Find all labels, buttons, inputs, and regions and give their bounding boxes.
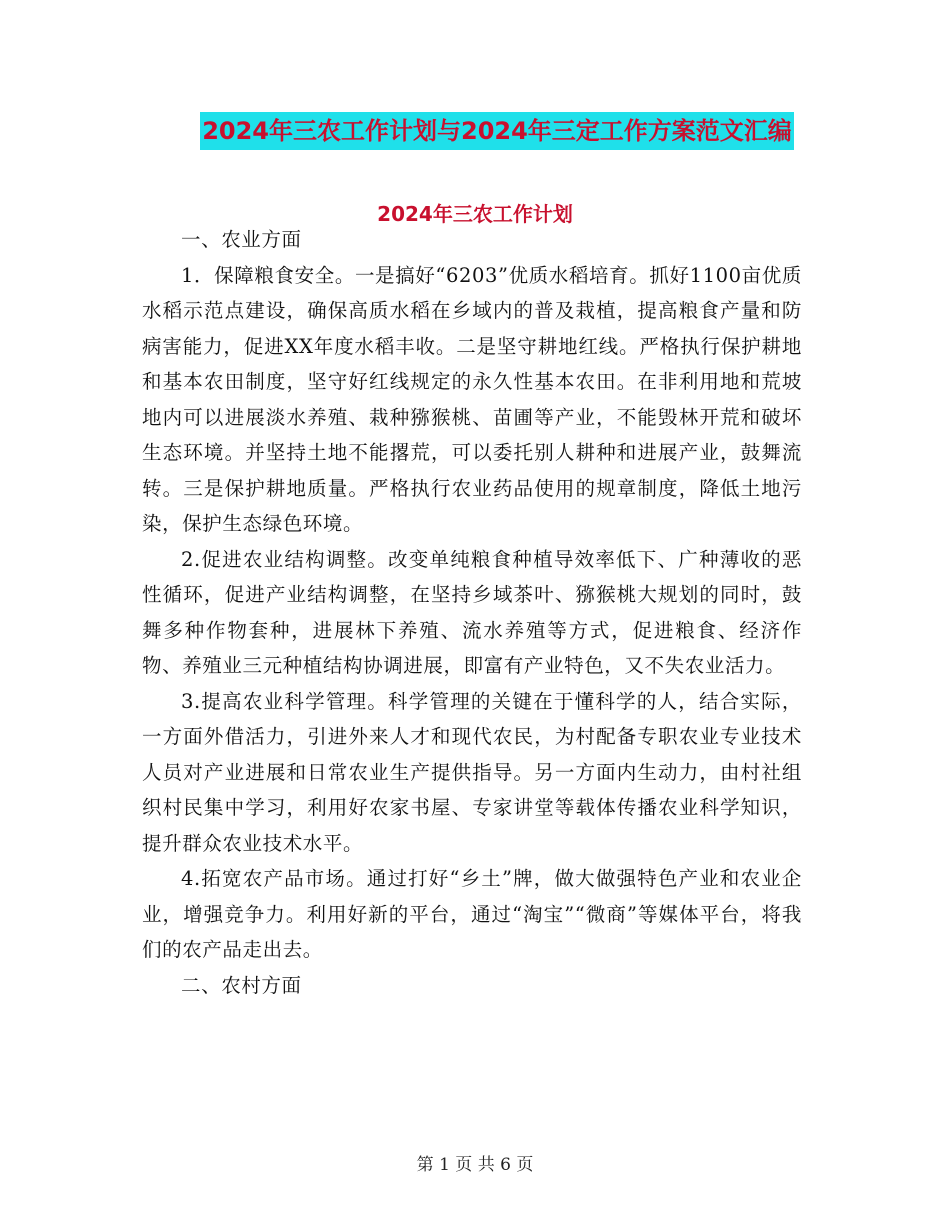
paragraph: 1．保障粮食安全。一是搞好“6203”优质水稻培育。抓好1100亩优质水稻示范点建设，确保高质水稻在乡域内的普及栽植，提高粮食产量和防病害能力，促进XX年度水稻丰收。二是坚守耕地红线。严格执行保护耕地和基本农田制度，坚守好红线规定的永久性基本农田。在非利用地和荒坡地内可以进展淡水养殖、栽种猕猴桃、苗圃等产业，不能毁林开荒和破坏生态环境。并坚持土地不能撂荒，可以委托别人耕种和进展产业，鼓舞流转。三是保护耕地质量。严格执行农业药品使用的规章制度，降低土地污染，保护生态绿色环境。 bbox=[142, 263, 802, 535]
document-body bbox=[142, 222, 802, 1003]
paragraph: 2.促进农业结构调整。改变单纯粮食种植导效率低下、广种薄收的恶性循环，促进产业结构调整，在坚持乡域茶叶、猕猴桃大规划的同时，鼓舞多种作物套种，进展林下养殖、流水养殖等方式，促进粮食、经济作物、养殖业三元种植结构协调进展，即富有产业特色，又不失农业活力。 bbox=[142, 547, 802, 677]
page-footer: 第 1 页 共 6 页 bbox=[416, 1155, 534, 1175]
paragraph: 4.拓宽农产品市场。通过打好“乡土”牌，做大做强特色产业和农业企业，增强竞争力。利用好新的平台，通过“淘宝”“微商”等媒体平台，将我们的农产品走出去。 bbox=[142, 867, 802, 961]
document-title: 2024年三农工作计划与2024年三定工作方案范文汇编 bbox=[200, 112, 794, 150]
document-title-container bbox=[0, 112, 950, 150]
paragraph: 二、农村方面 bbox=[181, 973, 302, 997]
section-title: 2024年三农工作计划 bbox=[377, 202, 573, 226]
paragraph: 一、农业方面 bbox=[181, 228, 302, 251]
paragraph: 3.提高农业科学管理。科学管理的关键在于懂科学的人，结合实际，一方面外借活力，引进外来人才和现代农民，为村配备专职农业专业技术人员对产业进展和日常农业生产提供指导。另一方面内生动力，由村社组织村民集中学习，利用好农家书屋、专家讲堂等载体传播农业科学知识，提升群众农业技术水平。 bbox=[142, 689, 802, 855]
